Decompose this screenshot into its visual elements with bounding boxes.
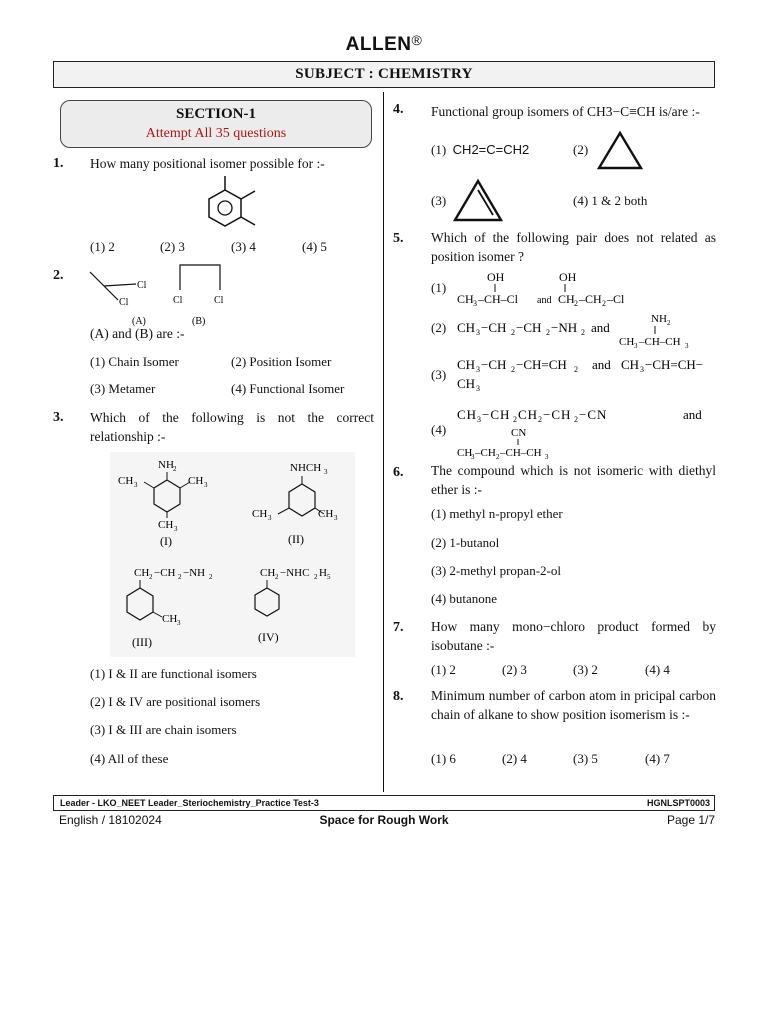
chlorine-label: Cl	[119, 297, 129, 308]
option-4[interactable]: (4)	[431, 422, 447, 437]
svg-text:2: 2	[546, 328, 550, 337]
option-3[interactable]: (3) I & III are chain isomers	[90, 722, 237, 737]
question-text: (A) and (B) are :-	[90, 326, 185, 341]
svg-text:CH: CH	[621, 357, 640, 372]
svg-text:CH: CH	[457, 407, 478, 422]
svg-text:–CH: –CH	[579, 292, 602, 306]
rough-work-label: Space for Rough Work	[319, 813, 449, 827]
svg-text:3: 3	[476, 328, 480, 337]
option-3[interactable]: (3)	[431, 367, 447, 382]
option-3[interactable]: (3) 2-methyl propan-2-ol	[431, 563, 561, 578]
svg-text:2: 2	[574, 415, 578, 424]
option-4[interactable]: (4) Functional Isomer	[231, 381, 345, 396]
svg-text:−CH: −CH	[543, 407, 572, 422]
svg-text:CH: CH	[619, 336, 635, 348]
svg-text:−CH: −CH	[482, 407, 511, 422]
svg-text:3: 3	[685, 342, 689, 350]
svg-text:−CH=CH: −CH=CH	[516, 357, 567, 372]
svg-text:CH: CH	[518, 407, 539, 422]
svg-text:–Cl: –Cl	[607, 292, 625, 306]
svg-text:2: 2	[602, 299, 606, 308]
svg-text:3: 3	[268, 514, 272, 522]
svg-text:NHCH: NHCH	[290, 462, 322, 474]
svg-text:−CN: −CN	[579, 407, 608, 422]
svg-text:−CH: −CH	[481, 320, 507, 335]
svg-text:NH: NH	[651, 313, 667, 325]
svg-text:CH: CH	[457, 376, 476, 391]
label-a: (A)	[132, 316, 146, 327]
label-b: (B)	[192, 316, 206, 327]
option-2[interactable]: (2) Position Isomer	[231, 354, 332, 369]
question-number: 5.	[393, 231, 404, 246]
option-3[interactable]: (3)	[431, 193, 447, 208]
svg-text:–CH–CH: –CH–CH	[639, 336, 681, 348]
cyclopropene-structure	[596, 130, 644, 172]
svg-text:OH: OH	[559, 270, 577, 284]
svg-text:and: and	[592, 357, 611, 372]
svg-text:3: 3	[545, 453, 549, 460]
option-2[interactable]: (2) 3	[502, 662, 527, 677]
svg-text:CH: CH	[260, 567, 276, 579]
trimethylbenzene-structure	[195, 172, 265, 234]
option-2[interactable]: (2) I & IV are positional isomers	[90, 694, 261, 709]
option-1[interactable]: (1) Chain Isomer	[90, 354, 179, 369]
svg-text:3: 3	[324, 468, 328, 476]
option-3[interactable]: (3) 4	[231, 239, 256, 254]
svg-text:CH: CH	[318, 508, 334, 520]
svg-text:CH: CH	[252, 508, 268, 520]
option-3[interactable]: (3) Metamer	[90, 381, 156, 396]
nitrile-pair-structures	[455, 402, 717, 460]
svg-text:CH: CH	[162, 613, 178, 625]
svg-text:−NHC: −NHC	[280, 567, 310, 579]
question-number: 7.	[393, 620, 404, 635]
svg-text:2: 2	[178, 573, 182, 581]
test-code: HGNLSPT0003	[646, 798, 710, 808]
test-name: Leader - LKO_NEET Leader_Steriochemistry_Practice Test-3	[60, 798, 319, 808]
section-banner	[60, 100, 372, 148]
svg-text:–CH–CH: –CH–CH	[500, 447, 542, 459]
test-footer-bar	[53, 795, 715, 811]
svg-text:OH: OH	[487, 270, 505, 284]
svg-text:2: 2	[149, 573, 153, 581]
chlorine-label: Cl	[137, 280, 147, 291]
svg-text:2: 2	[496, 453, 500, 460]
option-4[interactable]: (4) 4	[645, 662, 670, 677]
option-4[interactable]: (4) 7	[645, 751, 670, 766]
option-2[interactable]: (2) 4	[502, 751, 527, 766]
option-1[interactable]: (1) 6	[431, 751, 456, 766]
svg-text:CH: CH	[158, 519, 174, 531]
svg-text:−CH=CH−: −CH=CH−	[645, 357, 704, 372]
svg-text:3: 3	[177, 619, 181, 627]
svg-text:3: 3	[640, 365, 644, 374]
svg-text:2: 2	[275, 573, 279, 581]
svg-text:CH: CH	[457, 447, 473, 459]
question-text: Which of the following is not the correct relationship :-	[90, 410, 374, 444]
label-ii: (II)	[288, 532, 304, 546]
svg-text:CH: CH	[118, 475, 134, 487]
question-text: How many mono−chloro product formed by isobutane :-	[431, 619, 716, 653]
propylamine-pair-structures	[455, 308, 705, 350]
option-3[interactable]: (3) 2	[573, 662, 598, 677]
svg-text:2: 2	[314, 573, 318, 581]
svg-text:2: 2	[173, 465, 177, 473]
option-2[interactable]: (2) 1-butanol	[431, 535, 500, 550]
butene-pair-structures	[455, 354, 717, 394]
propanol-pair-structures	[455, 266, 635, 308]
svg-text:CH: CH	[457, 292, 474, 306]
svg-text:−CH: −CH	[481, 357, 507, 372]
cyclopropene-double-bond-structure	[452, 178, 504, 224]
svg-text:CH: CH	[558, 292, 575, 306]
svg-text:CN: CN	[511, 427, 527, 439]
svg-text:2: 2	[538, 415, 542, 424]
svg-text:CH: CH	[134, 567, 150, 579]
question-number: 3.	[53, 410, 64, 425]
svg-text:−CH: −CH	[154, 567, 176, 579]
option-4[interactable]: (4) 1 & 2 both	[573, 193, 648, 208]
svg-text:−NH: −NH	[183, 567, 206, 579]
column-divider	[383, 92, 384, 792]
svg-text:2: 2	[581, 328, 585, 337]
svg-text:2: 2	[209, 573, 213, 581]
question-text: The compound which is not isomeric with diethyl ether is :-	[431, 463, 716, 497]
option-2[interactable]: (2)	[431, 320, 447, 335]
svg-text:3: 3	[473, 299, 477, 308]
question-number: 2.	[53, 268, 64, 283]
svg-text:3: 3	[334, 514, 338, 522]
allene-formula: CH2=C=CH2	[452, 142, 530, 157]
section-instruction: Attempt All 35 questions	[145, 126, 287, 141]
option-4[interactable]: (4) butanone	[431, 591, 498, 606]
svg-text:–CH–Cl: –CH–Cl	[478, 292, 519, 306]
amine-structures	[110, 452, 355, 657]
option-1[interactable]: (1) 2	[431, 662, 456, 677]
page-number: Page 1/7	[667, 813, 716, 827]
brand-logo: ALLEN®	[345, 32, 423, 55]
question-text: Which of the following pair does not related as position isomer ?	[431, 230, 716, 264]
question-text: How many positional isomer possible for :-	[90, 156, 325, 171]
svg-text:3: 3	[634, 342, 638, 350]
svg-text:–CH: –CH	[475, 447, 496, 459]
svg-text:5: 5	[327, 573, 331, 581]
option-4[interactable]: (4) All of these	[90, 751, 169, 766]
svg-text:CH: CH	[457, 320, 476, 335]
chlorine-label: Cl	[173, 295, 183, 306]
question-number: 6.	[393, 465, 404, 480]
option-1[interactable]: (1) methyl n-propyl ether	[431, 506, 563, 521]
option-1[interactable]: (1) I & II are functional isomers	[90, 666, 257, 681]
question-number: 8.	[393, 689, 404, 704]
option-4[interactable]: (4) 5	[302, 239, 327, 254]
option-2[interactable]: (2) 3	[160, 239, 185, 254]
svg-text:3: 3	[174, 525, 178, 533]
label-i: (I)	[160, 534, 172, 548]
svg-text:2: 2	[574, 365, 578, 374]
question-number: 1.	[53, 156, 64, 171]
section-title: SECTION-1	[175, 106, 257, 122]
label-iv: (IV)	[258, 630, 279, 644]
option-1[interactable]: (1) 2	[90, 239, 115, 254]
svg-text:3: 3	[476, 384, 480, 393]
svg-text:3: 3	[477, 415, 481, 424]
subject-title: SUBJECT : CHEMISTRY	[53, 61, 715, 88]
svg-text:and: and	[537, 295, 552, 306]
option-1[interactable]: (1) CH2=C=CH2	[431, 142, 530, 157]
svg-text:and: and	[683, 407, 702, 422]
svg-text:H: H	[319, 567, 327, 579]
option-2[interactable]: (2)	[573, 142, 589, 157]
svg-text:2: 2	[667, 319, 671, 327]
question-text: Functional group isomers of CH3−C≡CH is/are :-	[431, 104, 700, 119]
question-text: Minimum number of carbon atom in pricipal carbon chain of alkane to show position isomerism is :-	[431, 688, 716, 722]
dichloride-structures	[88, 262, 238, 328]
svg-text:2: 2	[511, 365, 515, 374]
svg-text:CH: CH	[457, 357, 476, 372]
option-3[interactable]: (3) 5	[573, 751, 598, 766]
svg-text:2: 2	[511, 328, 515, 337]
svg-text:3: 3	[134, 481, 138, 489]
svg-text:−CH: −CH	[516, 320, 542, 335]
language-date: English / 18102024	[59, 813, 162, 827]
chlorine-label: Cl	[214, 295, 224, 306]
svg-text:and: and	[591, 320, 610, 335]
svg-text:2: 2	[513, 415, 517, 424]
svg-text:−NH: −NH	[551, 320, 578, 335]
label-iii: (III)	[132, 635, 152, 649]
svg-text:CH: CH	[188, 475, 204, 487]
svg-text:3: 3	[204, 481, 208, 489]
svg-text:2: 2	[574, 299, 578, 308]
svg-text:3: 3	[476, 365, 480, 374]
svg-text:3: 3	[471, 453, 475, 460]
option-1[interactable]: (1)	[431, 280, 447, 295]
svg-text:NH: NH	[158, 459, 174, 471]
question-number: 4.	[393, 102, 404, 117]
